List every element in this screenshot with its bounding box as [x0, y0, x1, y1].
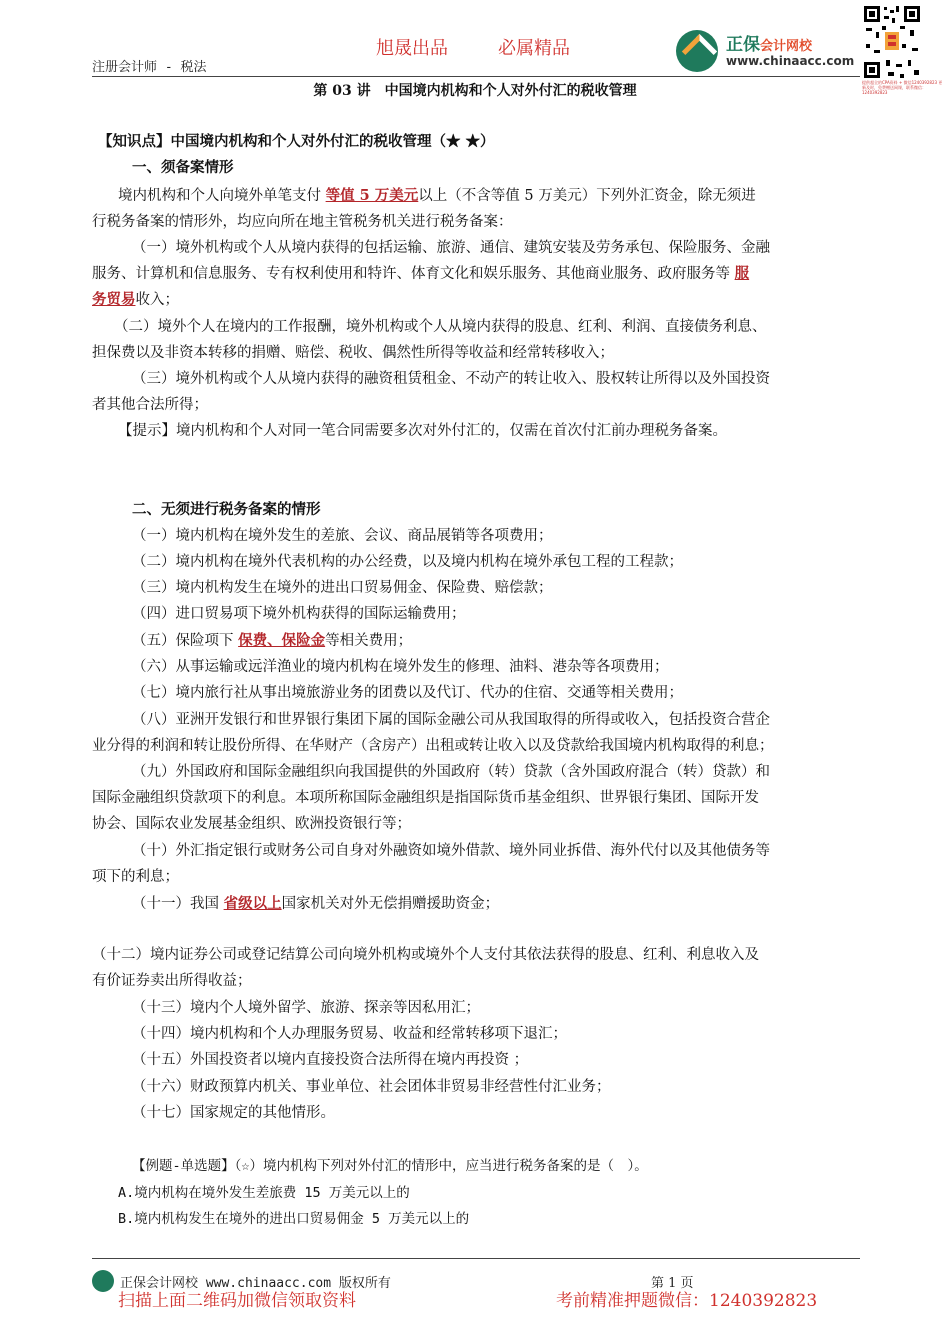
section2-item-6: （六）从事运输或远洋渔业的境内机构在境外发生的修理、油料、港杂等各项费用；: [132, 659, 669, 675]
section2-item-12-line1: （十二）境内证券公司或登记结算公司向境外机构或境外个人支付其依法获得的股息、红利、利息收入及: [92, 947, 759, 963]
section2-item-16: （十六）财政预算内机关、事业单位、社会团体非贸易非经营性付汇业务；: [132, 1079, 611, 1095]
section2-item-9-line3: 协会、国际农业发展基金组织、欧洲投资银行等；: [92, 816, 411, 832]
section1-item1-line1: （一）境外机构或个人从境内获得的包括运输、旅游、通信、建筑安装及劳务承包、保险服务、金融: [132, 240, 770, 256]
promo-left: 扫描上面二维码加微信领取资料: [118, 1291, 356, 1311]
section2-item-1: （一）境内机构在境外发生的差旅、会议、商品展销等各项费用；: [132, 528, 553, 544]
section2-item-17: （十七）国家规定的其他情形。: [132, 1105, 335, 1121]
example-question: 【例题-单选题】（☆）境内机构下列对外付汇的情形中，应当进行税务备案的是（ ）。: [132, 1158, 648, 1174]
logo-mark-icon: [676, 30, 718, 72]
page-number: 第 1 页: [651, 1276, 694, 1291]
section1-item1-line2: 服务、计算机和信息服务、专有权利使用和特许、体育文化和娱乐服务、其他商业服务、政府服务等 服: [92, 265, 750, 282]
section2-item-15: （十五）外国投资者以境内直接投资合法所得在境内再投资 ；: [132, 1052, 529, 1068]
section1-heading: 一、须备案情形: [132, 159, 234, 176]
logo-name: 正保会计网校: [726, 35, 813, 55]
footer-divider: [92, 1258, 860, 1259]
section1-intro-line2: 行税务备案的情形外，均应向所在地主管税务机关进行税务备案：: [92, 214, 513, 230]
header-divider: [92, 76, 860, 77]
course-name: 注册会计师 - 税法: [92, 60, 207, 75]
section1-item2-line2: 担保费以及非资本转移的捐赠、赔偿、税收、偶然性所得等收益和经常转移收入；: [92, 345, 614, 361]
knowledge-point-title: 【知识点】中国境内机构和个人对外付汇的税收管理（★ ★）: [98, 133, 495, 150]
highlight-provincial: 省级以上: [223, 895, 282, 912]
qr-code-icon: [862, 4, 922, 80]
section1-item3-line2: 者其他合法所得；: [92, 397, 208, 413]
slogan-1: 旭晟出品: [376, 38, 448, 59]
logo-url: www.chinaacc.com: [726, 54, 855, 68]
footer-logo-icon: [92, 1270, 114, 1292]
section2-item-13: （十三）境内个人境外留学、旅游、探亲等因私用汇；: [132, 1000, 480, 1016]
example-option-b[interactable]: B.境内机构发生在境外的进出口贸易佣金 5 万美元以上的: [118, 1211, 470, 1227]
section2-item-5: （五）保险项下 保费、保险金等相关费用；: [132, 632, 413, 649]
section2-item-10-line1: （十）外汇指定银行或财务公司自身对外融资如境外借款、境外同业拆借、海外代付以及其他债务等: [132, 843, 770, 859]
section1-tip: 【提示】境内机构和个人对同一笔合同需要多次对外付汇的，仅需在首次付汇前办理税务备案。: [118, 423, 727, 439]
highlight-service-trade: 务贸易: [92, 291, 136, 308]
example-option-a[interactable]: A.境内机构在境外发生差旅费 15 万美元以上的: [118, 1185, 410, 1201]
section2-item-8-line2: 业分得的利润和转让股份所得、在华财产（含房产）出租或转让收入以及贷款给我国境内机构取得的利息；: [92, 738, 774, 754]
section2-item-7: （七）境内旅行社从事出境旅游业务的团费以及代订、代办的住宿、交通等相关费用；: [132, 685, 683, 701]
section1-item3-line1: （三）境外机构或个人从境内获得的融资租赁租金、不动产的转让收入、股权转让所得以及外国投资: [132, 371, 770, 387]
slogan-2: 必属精品: [498, 38, 570, 59]
section2-item-2: （二）境内机构在境外代表机构的办公经费，以及境内机构在境外承包工程的工程款；: [132, 554, 683, 570]
highlight-amount: 等值 5 万美元: [325, 187, 419, 204]
section1-item1-line3: 务贸易收入；: [92, 291, 179, 308]
section2-item-14: （十四）境内机构和个人办理服务贸易、收益和经常转移项下退汇；: [132, 1026, 567, 1042]
section1-intro-line1: 境内机构和个人向境外单笔支付 等值 5 万美元以上（不含等值 5 万美元）下列外汇资金，除无须进: [118, 187, 756, 204]
section2-item-11: （十一）我国 省级以上国家机关对外无偿捐赠援助资金；: [132, 895, 500, 912]
qr-caption: 提供超全的CPA资料 + 微信1240392823 更新及时，免费赠送网课，联系微信：1240392823: [862, 80, 943, 95]
section2-item-3: （三）境内机构发生在境外的进出口贸易佣金、保险费、赔偿款；: [132, 580, 553, 596]
section1-item2-line1: （二）境外个人在境内的工作报酬，境外机构或个人从境内获得的股息、红利、利润、直接债务利息、: [114, 319, 767, 335]
section2-item-4: （四）进口贸易项下境外机构获得的国际运输费用；: [132, 606, 466, 622]
section2-item-9-line1: （九）外国政府和国际金融组织向我国提供的外国政府（转）贷款（含外国政府混合（转）贷款）和: [132, 764, 770, 780]
section2-heading: 二、无须进行税务备案的情形: [132, 501, 321, 518]
section2-item-10-line2: 项下的利息；: [92, 869, 179, 885]
brand-logo[interactable]: [676, 28, 866, 74]
promo-right: 考前精准押题微信：1240392823: [556, 1291, 818, 1311]
section2-item-8-line1: （八）亚洲开发银行和世界银行集团下属的国际金融公司从我国取得的所得或收入，包括投资合营企: [132, 712, 770, 728]
lecture-title: 第 03 讲 中国境内机构和个人对外付汇的税收管理: [313, 83, 637, 99]
highlight-insurance: 保费、保险金: [238, 632, 326, 649]
footer-copyright: 正保会计网校 www.chinaacc.com 版权所有: [120, 1276, 391, 1291]
section2-item-9-line2: 国际金融组织贷款项下的利息。本项所称国际金融组织是指国际货币基金组织、世界银行集团、国际开发: [92, 790, 759, 806]
section2-item-12-line2: 有价证券卖出所得收益；: [92, 973, 252, 989]
